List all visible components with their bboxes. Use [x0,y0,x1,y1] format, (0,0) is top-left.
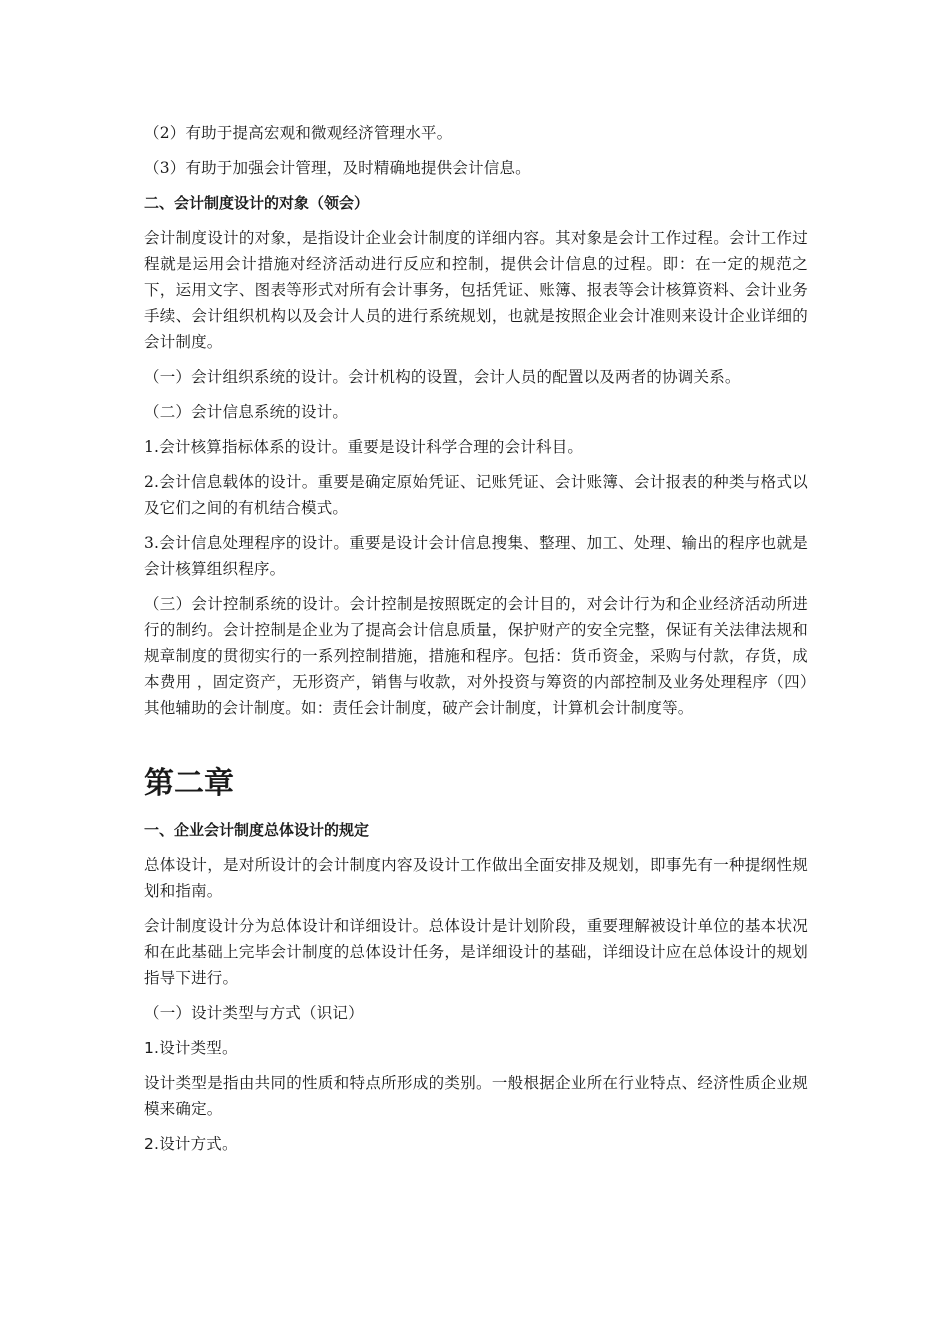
paragraph-design-object-intro: 会计制度设计的对象，是指设计企业会计制度的详细内容。其对象是会计工作过程。会计工作过程就是运用会计措施对经济活动进行反应和控制，提供会计信息的过程。即：在一定的规范之下，运用文字、图表等形式对所有会计事务，包括凭证、账簿、报表等会计核算资料、会计业务手续、会计组织机构以及会计人员的进行系统规划，也就是按照企业会计准则来设计企业详细的会计制度。 [144,229,808,351]
subsection-design-types: （一）设计类型与方式（识记） [144,1004,364,1022]
chapter-title: 第二章 [144,766,234,801]
section-heading-design-object: 二、会计制度设计的对象（领会） [144,194,370,212]
subsection-control-system: （三）会计控制系统的设计。会计控制是按照既定的会计目的，对会计行为和企业经济活动所进行的制约。会计控制是企业为了提高会计信息质量，保护财产的安全完整，保证有关法律法规和规章制度的贯彻实行的一系列控制措施，措施和程序。包括：货币资金，采购与付款，存货，成本费用 ，固定资产，无形资产，销售与收款，对外投资与筹资的内部控制及业务处理程序（四）其他辅助的会计制度。如：责任会计制度，破产会计制度，计算机会计制度等。 [144,595,808,717]
point-label-design-method: 设计方式。 [159,1135,238,1153]
point-design-method [144,1131,808,1157]
paragraph-overall-design-definition: 总体设计，是对所设计的会计制度内容及设计工作做出全面安排及规划，即事先有一种提纲性规划和指南。 [144,856,808,900]
list-item-3: （3）有助于加强会计管理，及时精确地提供会计信息。 [144,159,531,177]
point-indicator-system: 1.会计核算指标体系的设计。重要是设计科学合理的会计科目。 [144,438,584,456]
point-info-procedure: 3.会计信息处理程序的设计。重要是设计会计信息搜集、整理、加工、处理、输出的程序也就是会计核算组织程序。 [144,534,808,578]
subsection-org-system: （一）会计组织系统的设计。会计机构的设置，会计人员的配置以及两者的协调关系。 [144,368,741,386]
point-design-type [144,1035,808,1061]
paragraph-design-phases: 会计制度设计分为总体设计和详细设计。总体设计是计划阶段，重要理解被设计单位的基本状况和在此基础上完毕会计制度的总体设计任务，是详细设计的基础，详细设计应在总体设计的规划指导下进行。 [144,917,808,987]
paragraph-design-type-definition: 设计类型是指由共同的性质和特点所形成的类别。一般根据企业所在行业特点、经济性质企业规模来确定。 [144,1074,808,1118]
point-number-2: 2. [144,1135,160,1153]
document-page [144,120,808,1166]
point-number-1: 1. [144,1039,160,1057]
section-heading-overall-design: 一、企业会计制度总体设计的规定 [144,821,370,839]
list-item-2: （2）有助于提高宏观和微观经济管理水平。 [144,124,453,142]
point-info-carrier: 2.会计信息载体的设计。重要是确定原始凭证、记账凭证、会计账簿、会计报表的种类与格式以及它们之间的有机结合模式。 [144,473,808,517]
subsection-info-system: （二）会计信息系统的设计。 [144,403,349,421]
point-label-design-type: 设计类型。 [159,1039,238,1057]
